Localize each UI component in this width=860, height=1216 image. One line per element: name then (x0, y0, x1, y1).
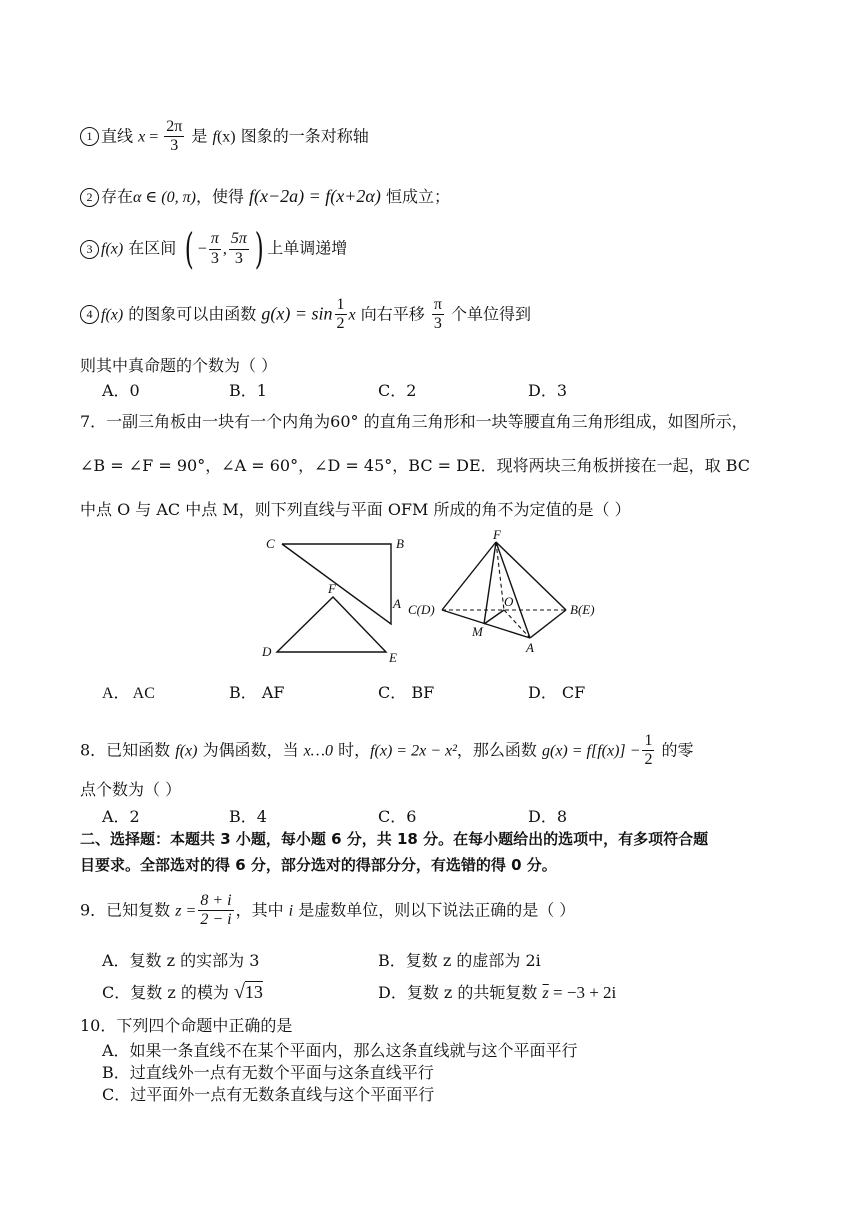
q8-text: 时， (333, 740, 371, 760)
fraction (335, 296, 347, 334)
q10-option-b[interactable]: B．过直线外一点有无数个平面与这条直线平行 (102, 1063, 434, 1082)
q10-option-c[interactable]: C．过平面外一点有无数条直线与这个平面平行 (102, 1085, 435, 1104)
q8-text: 8．已知函数 (80, 740, 176, 760)
q9-option-d-text: D．复数 z 的共轭复数 (378, 983, 543, 1002)
label-d: D (262, 644, 272, 659)
numerator: 1 (335, 296, 347, 315)
fraction (164, 118, 184, 156)
math-var: $\overline{z}$ (542, 985, 549, 1002)
q9-text: 9．已知复数 (80, 900, 176, 920)
q6-option-c[interactable]: C．2 (378, 381, 417, 400)
q8-text: 为偶函数，当 (197, 740, 304, 760)
statement-4 (80, 296, 531, 334)
circled-number: 4 (80, 305, 99, 324)
q8-text: 的零 (656, 740, 694, 760)
math-expr: f(x−2a) = f(x+2α) (249, 186, 381, 206)
denominator: 2 − i (200, 911, 232, 929)
q6-option-d[interactable]: D．3 (528, 381, 568, 400)
math-expr: g(x) = f[f(x)] − (541, 742, 641, 760)
statement-text: 的图象可以由函数 (123, 304, 262, 324)
sqrt-value: 13 (244, 982, 263, 1002)
q8-option-b[interactable]: B．4 (229, 807, 267, 826)
math-arg: (x) (216, 128, 236, 146)
q7-line-1: 7．一副三角板由一块有一个内角为60° 的直角三角形和一块等腰直角三角形组成，如图所示， (80, 412, 748, 431)
math-var: x (348, 306, 356, 324)
section-2-heading-line-2: 目要求。全部选对的得 6 分，部分选对的得部分分，有选错的得 0 分。 (80, 856, 557, 874)
label-a: A (393, 596, 401, 611)
q8-line-2: 点个数为（ ） (80, 780, 182, 799)
math-op: − (197, 240, 207, 258)
q9-option-c-text: C．复数 z 的模为 (102, 983, 234, 1002)
statement-3: 3 f(x) 在区间 ( − $\frac{\pi}{3}$ , $\frac{5\pi}{3}$ ) 上单调递增 (80, 228, 347, 270)
denominator: 3 (210, 249, 219, 267)
label-m: M (472, 624, 483, 639)
q7-option-a[interactable]: A． AC (102, 685, 155, 702)
q8-option-d[interactable]: D．8 (528, 807, 568, 826)
q9-text: ，其中 (235, 900, 289, 920)
statement-text: 是 (186, 126, 213, 146)
numerator: π (209, 230, 221, 249)
numerator: π (432, 296, 444, 315)
statement-text: 在区间 (123, 238, 182, 258)
sqrt-sign: √ (233, 981, 245, 1003)
circled-number: 1 (80, 127, 99, 146)
q8-text: ，那么函数 (456, 740, 542, 760)
math-expr: g(x) = sin (261, 303, 333, 324)
edge-f-a (496, 542, 530, 638)
fraction (229, 230, 249, 268)
circled-number: 3 (80, 240, 99, 259)
statement-text: ，使得 (195, 187, 250, 206)
statement-text: 存在 (101, 187, 134, 206)
fraction (642, 732, 654, 770)
numerator: 2π (164, 118, 184, 137)
statement-text: 上单调递增 (267, 238, 348, 258)
statement-2 (80, 186, 450, 208)
q7-figure (0, 530, 860, 670)
math-func: f(x) (101, 306, 124, 324)
q8-option-a[interactable]: A．2 (102, 807, 140, 826)
label-cd: C(D) (408, 602, 435, 617)
circled-number: 2 (80, 188, 99, 207)
numerator: 8 + i (198, 892, 233, 911)
numerator: 1 (642, 732, 654, 751)
statement-text: 恒成立； (380, 187, 450, 206)
label-o: O (504, 594, 514, 609)
label-be: B(E) (570, 602, 595, 617)
q8-option-c[interactable]: C．6 (378, 807, 417, 826)
fraction (209, 230, 221, 268)
q7-option-b[interactable]: B． AF (229, 683, 285, 702)
statement-text: 图象的一条对称轴 (235, 126, 369, 146)
denominator: 3 (433, 315, 442, 333)
fraction (432, 296, 444, 334)
q9-text: 是虚数单位，则以下说法正确的是（ ） (293, 900, 576, 920)
q7-option-c[interactable]: C． BF (378, 683, 435, 702)
q6-option-a[interactable]: A．0 (102, 381, 140, 400)
q7-option-d[interactable]: D． CF (528, 683, 586, 702)
left-paren: ( (185, 224, 195, 273)
triangle-cba (282, 544, 391, 624)
right-paren: ) (254, 224, 264, 273)
q7-line-3: 中点 O 与 AC 中点 M，则下列直线与平面 OFM 所成的角不为定值的是（ ） (80, 500, 631, 519)
denominator: 3 (234, 249, 243, 267)
q9-option-c[interactable] (102, 980, 263, 1004)
fraction (198, 892, 233, 930)
label-f2: F (493, 530, 501, 542)
edge-m-o (484, 610, 504, 624)
q9-stem (80, 892, 575, 930)
denominator: 2 (644, 751, 653, 769)
q7-line-2: ∠B = ∠F = 90°，∠A = 60°，∠D = 45°，BC = DE．现将两块三角板拼接在一起，取 BC (80, 456, 751, 475)
math-var: i (288, 902, 294, 920)
math-func: f(x) (175, 742, 198, 760)
statement-text: 向右平移 (355, 304, 430, 324)
label-c: C (266, 536, 275, 551)
q9-option-b[interactable]: B．复数 z 的虚部为 2i (378, 951, 541, 970)
math-expr: f(x) = 2x − x² (370, 742, 457, 760)
q6-option-b[interactable]: B．1 (229, 381, 267, 400)
label-a2: A (526, 640, 534, 655)
section-2-heading-line-1: 二、选择题：本题共 3 小题，每小题 6 分，共 18 分。在每小题给出的选项中，有多项符合题 (80, 830, 709, 848)
q9-option-d[interactable] (378, 980, 616, 1003)
math-expr: = −3 + 2i (548, 983, 617, 1002)
q10-stem: 10．下列四个命题中正确的是 (80, 1016, 293, 1035)
math-func: f (212, 128, 217, 146)
numerator: 5π (229, 230, 249, 249)
q8-line-1 (80, 732, 694, 770)
math-expr: α ∈ (0, π) (133, 189, 196, 206)
statement-text: 个单位得到 (445, 304, 531, 324)
math-op: = (145, 128, 163, 146)
math-var: x (138, 128, 146, 146)
edge-a-be (530, 610, 566, 638)
label-b: B (396, 536, 404, 551)
statement-text: 直线 (101, 126, 134, 146)
triangle-dfe (277, 597, 386, 652)
q6-question-tail: 则其中真命题的个数为（ ） (80, 356, 278, 375)
denominator: 3 (170, 137, 179, 155)
label-e: E (389, 650, 397, 665)
statement-1 (80, 118, 369, 156)
denominator: 2 (336, 315, 345, 333)
q9-option-a[interactable]: A．复数 z 的实部为 3 (102, 951, 260, 970)
math-cond: x…0 (303, 742, 333, 760)
label-f: F (328, 581, 336, 596)
math-func: f(x) (101, 240, 124, 258)
math-expr: z = (175, 902, 197, 920)
q10-option-a[interactable]: A．如果一条直线不在某个平面内，那么这条直线就与这个平面平行 (102, 1041, 578, 1060)
